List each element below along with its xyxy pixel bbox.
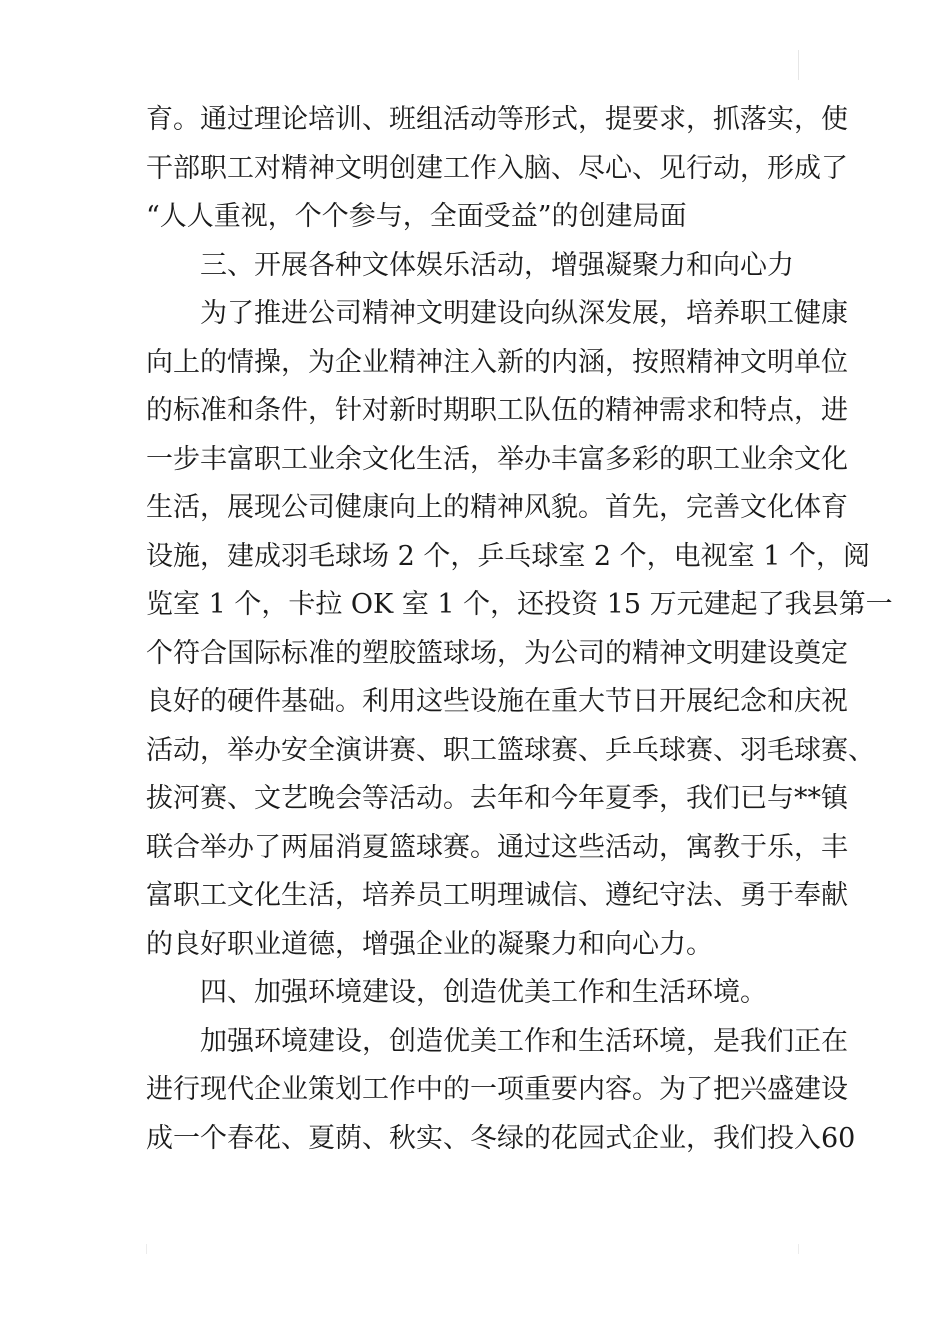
page-corner-mark bbox=[146, 1244, 147, 1254]
text-line: 为了推进公司精神文明建设向纵深发展，培养职工健康 bbox=[200, 298, 848, 329]
text-line: 向上的情操，为企业精神注入新的内涵，按照精神文明单位 bbox=[146, 346, 848, 378]
text-line: 富职工文化生活，培养员工明理诚信、遵纪守法、勇于奉献 bbox=[146, 880, 848, 911]
text-line: 干部职工对精神文明创建工作入脑、尽心、见行动，形成了 bbox=[146, 152, 848, 184]
page-corner-mark bbox=[798, 1244, 799, 1254]
text-line: 进行现代企业策划工作中的一项重要内容。为了把兴盛建设 bbox=[146, 1074, 848, 1105]
text-line: 生活，展现公司健康向上的精神风貌。首先，完善文化体育 bbox=[146, 492, 848, 523]
text-line: “人人重视，个个参与，全面受益”的创建局面 bbox=[146, 201, 687, 232]
text-line: 设施，建成羽毛球场 2 个，乒乓球室 2 个，电视室 1 个，阅 bbox=[146, 540, 871, 572]
text-line: 育。通过理论培训、班组活动等形式，提要求，抓落实，使 bbox=[146, 104, 848, 135]
body-text bbox=[146, 96, 893, 1163]
section-heading: 三、开展各种文体娱乐活动，增强凝聚力和向心力 bbox=[200, 249, 794, 281]
text-line: 个符合国际标准的塑胶篮球场，为公司的精神文明建设奠定 bbox=[146, 637, 848, 669]
text-line: 加强环境建设，创造优美工作和生活环境，是我们正在 bbox=[200, 1025, 848, 1057]
text-line: 活动，举办安全演讲赛、职工篮球赛、乒乓球赛、羽毛球赛、 bbox=[146, 734, 875, 766]
page-corner-mark bbox=[798, 50, 799, 80]
text-line: 的标准和条件，针对新时期职工队伍的精神需求和特点，进 bbox=[146, 395, 848, 426]
text-line: 联合举办了两届消夏篮球赛。通过这些活动，寓教于乐，丰 bbox=[146, 831, 848, 863]
text-line: 一步丰富职工业余文化生活，举办丰富多彩的职工业余文化 bbox=[146, 443, 848, 475]
text-line: 成一个春花、夏荫、秋实、冬绿的花园式企业，我们投入60 bbox=[146, 1122, 856, 1154]
text-line: 拔河赛、文艺晚会等活动。去年和今年夏季，我们已与**镇 bbox=[146, 783, 848, 814]
text-line: 良好的硬件基础。利用这些设施在重大节日开展纪念和庆祝 bbox=[146, 686, 848, 717]
text-line: 览室 1 个，卡拉 OK 室 1 个，还投资 15 万元建起了我县第一 bbox=[146, 589, 893, 620]
text-line: 的良好职业道德，增强企业的凝聚力和向心力。 bbox=[146, 928, 713, 960]
section-heading: 四、加强环境建设，创造优美工作和生活环境。 bbox=[200, 977, 767, 1008]
